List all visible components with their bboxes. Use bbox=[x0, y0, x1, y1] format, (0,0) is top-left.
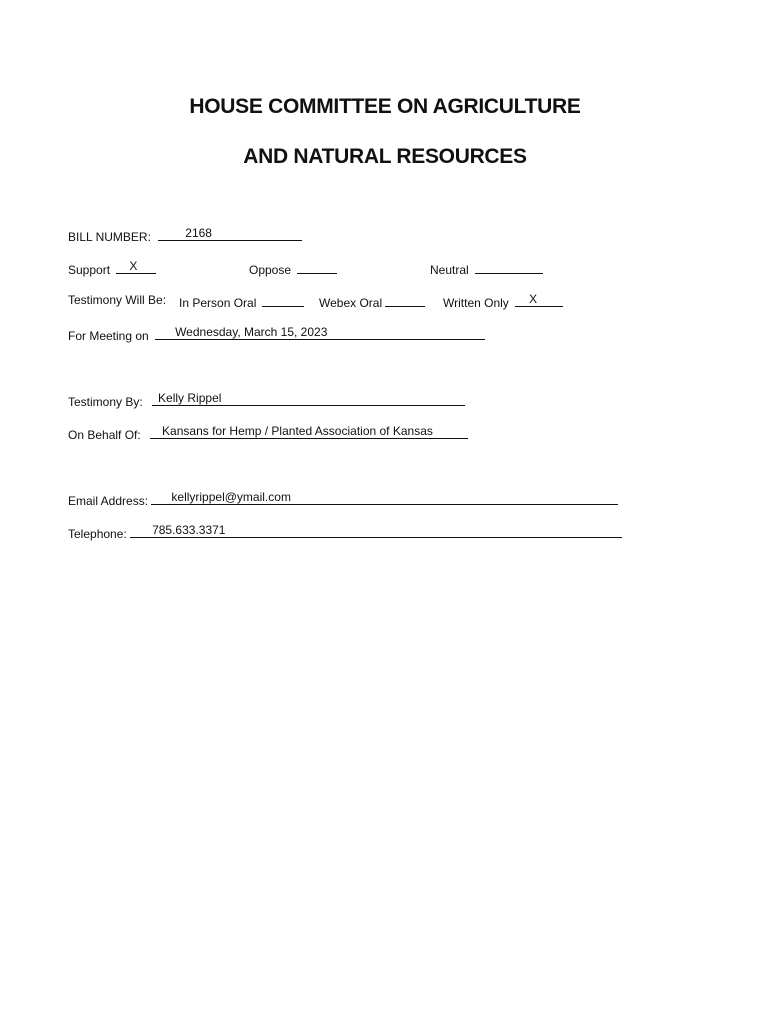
in-person-oral-label: In Person Oral bbox=[179, 296, 257, 310]
meeting-date-value: Wednesday, March 15, 2023 bbox=[175, 325, 328, 339]
telephone-field[interactable] bbox=[130, 523, 622, 538]
oppose-label: Oppose bbox=[249, 263, 292, 277]
testimony-by-row bbox=[68, 391, 465, 410]
telephone-row bbox=[68, 523, 622, 542]
on-behalf-of-field[interactable] bbox=[150, 424, 468, 439]
telephone-label: Telephone: bbox=[68, 527, 127, 541]
webex-oral-field[interactable] bbox=[385, 292, 425, 307]
written-only-label: Written Only bbox=[443, 296, 509, 310]
bill-number-row bbox=[68, 226, 302, 245]
meeting-row bbox=[68, 325, 485, 344]
email-row bbox=[68, 490, 618, 509]
neutral-label: Neutral bbox=[430, 263, 469, 277]
support-value: X bbox=[129, 259, 138, 273]
testimony-type-label: Testimony Will Be: bbox=[68, 293, 167, 307]
meeting-label: For Meeting on bbox=[68, 329, 149, 343]
email-value: kellyrippel@ymail.com bbox=[171, 490, 291, 504]
on-behalf-of-row bbox=[68, 424, 468, 443]
on-behalf-of-value: Kansans for Hemp / Planted Association of Kansas bbox=[162, 424, 433, 438]
testimony-by-field[interactable] bbox=[152, 391, 465, 406]
webex-oral-label: Webex Oral bbox=[319, 296, 383, 310]
testimony-by-label: Testimony By: bbox=[68, 395, 143, 409]
position-row bbox=[68, 259, 588, 275]
telephone-value: 785.633.3371 bbox=[152, 523, 226, 537]
support-label: Support bbox=[68, 263, 111, 277]
in-person-oral-field[interactable] bbox=[262, 292, 304, 307]
testimony-type-row bbox=[68, 292, 588, 308]
bill-number-field[interactable] bbox=[158, 226, 302, 241]
meeting-date-field[interactable] bbox=[155, 325, 485, 340]
bill-number-label: BILL NUMBER: bbox=[68, 230, 151, 244]
on-behalf-of-label: On Behalf Of: bbox=[68, 428, 141, 442]
support-field[interactable] bbox=[116, 259, 156, 274]
testimony-by-value: Kelly Rippel bbox=[158, 391, 222, 405]
page-title-line-1: HOUSE COMMITTEE ON AGRICULTURE bbox=[189, 95, 581, 118]
email-field[interactable] bbox=[151, 490, 618, 505]
written-only-field[interactable] bbox=[515, 292, 563, 307]
neutral-field[interactable] bbox=[475, 259, 543, 274]
bill-number-value: 2168 bbox=[185, 226, 212, 240]
page-title-line-2: AND NATURAL RESOURCES bbox=[243, 145, 527, 168]
email-label: Email Address: bbox=[68, 494, 149, 508]
oppose-field[interactable] bbox=[297, 259, 337, 274]
written-only-value: X bbox=[529, 292, 538, 306]
